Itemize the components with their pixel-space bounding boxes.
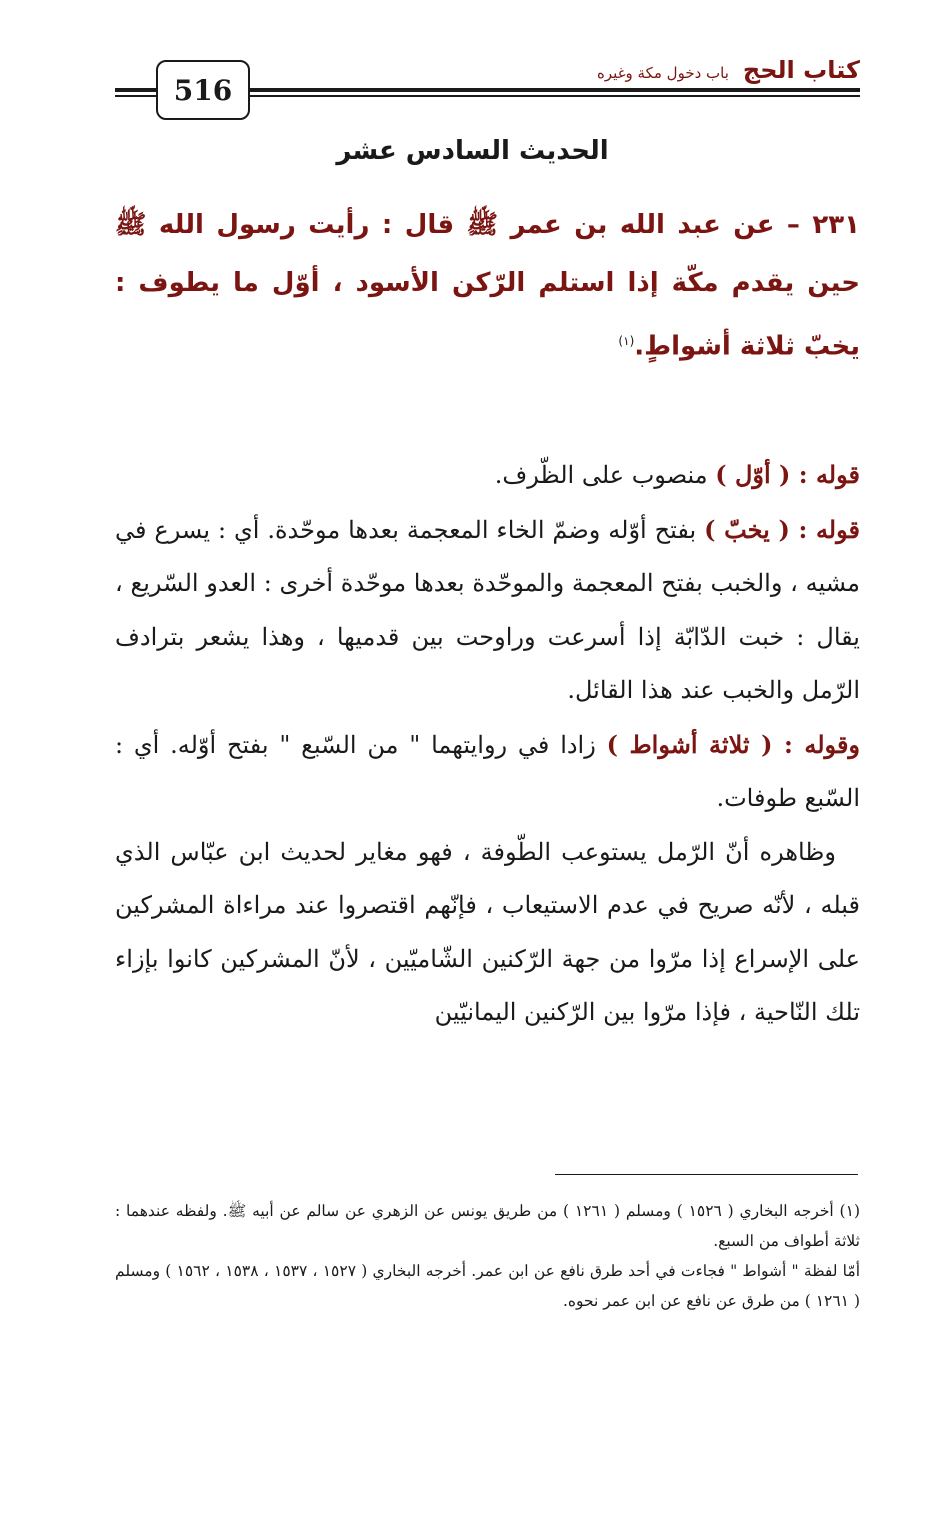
footnote: (١) أخرجه البخاري ( ١٥٢٦ ) ومسلم ( ١٢٦١ ) من طريق يونس عن الزهري عن سالم عن أبيه ﷺ. ولفظه عندهما : ثلاثة أطواف من السبع. [115,1202,860,1250]
section-heading: الحديث السادس عشر [336,136,609,166]
chapter-title: باب دخول مكة وغيره [597,64,729,82]
lemma: قوله : ( يخبّ ) [704,514,860,544]
footnote-separator [555,1174,858,1175]
footnote: أمّا لفظة " أشواط " فجاءت في أحد طرق نافع عن ابن عمر. أخرجه البخاري ( ١٥٢٧ ، ١٥٣٧ ، ١٥٣٨ ، ١٥٦٢ ) ومسلم ( ١٢٦١ ) من طرق عن نافع عن ابن عمر نحوه. [115,1262,861,1310]
page-number: 516 [156,60,250,120]
commentary-paragraph [115,503,860,718]
lemma: وقوله : ( ثلاثة أشواط ) [606,729,861,759]
hadith-body: ٢٣١ – عن عبد الله بن عمر ﷺ قال : رأيت رسول الله ﷺ حين يقدم مكّة إذا استلم الرّكن الأسود ، أوّل ما يطوف : يخبّ ثلاثة أشواطٍ. [115,210,860,362]
footnotes [115,1196,860,1316]
book-title: كتاب الحج [742,56,860,84]
commentary-paragraph [115,718,860,826]
hadith-text [115,196,860,376]
commentary-text: وظاهره أنّ الرّمل يستوعب الطّوفة ، فهو مغاير لحديث ابن عبّاس الذي قبله ، لأنّه صريح في عدم الاستيعاب ، فإنّهم اقتصروا عند مراءاة المشركين على الإسراع إذا مرّوا من جهة الرّكنين الشّاميّين ، لأنّ المشركين كانوا بإزاء تلك النّاحية ، فإذا مرّوا بين الرّكنين اليمانيّين [115,837,860,1026]
commentary-text: زادا في روايتهما " من السّبع " بفتح أوّله. أي : السّبع طوفات. [115,730,860,812]
lemma: قوله : ( أوّل ) [715,460,860,489]
commentary-text: بفتح أوّله وضمّ الخاء المعجمة بعدها موحّدة. أي : يسرع في مشيه ، والخبب بفتح المعجمة والموحّدة بعدها موحّدة أخرى : العدو السّريع ، يقال : خبت الدّابّة إذا أسرعت وراوحت بين قدميها ، وهذا يشعر بترادف الرّمل والخبب عند هذا القائل. [115,515,860,704]
footnote-marker: (١) [618,334,635,348]
commentary-paragraph [115,826,860,1040]
running-header [597,56,860,84]
commentary-paragraph [115,448,860,503]
commentary-text: منصوب على الظّرف. [494,461,716,489]
commentary [115,448,860,1040]
